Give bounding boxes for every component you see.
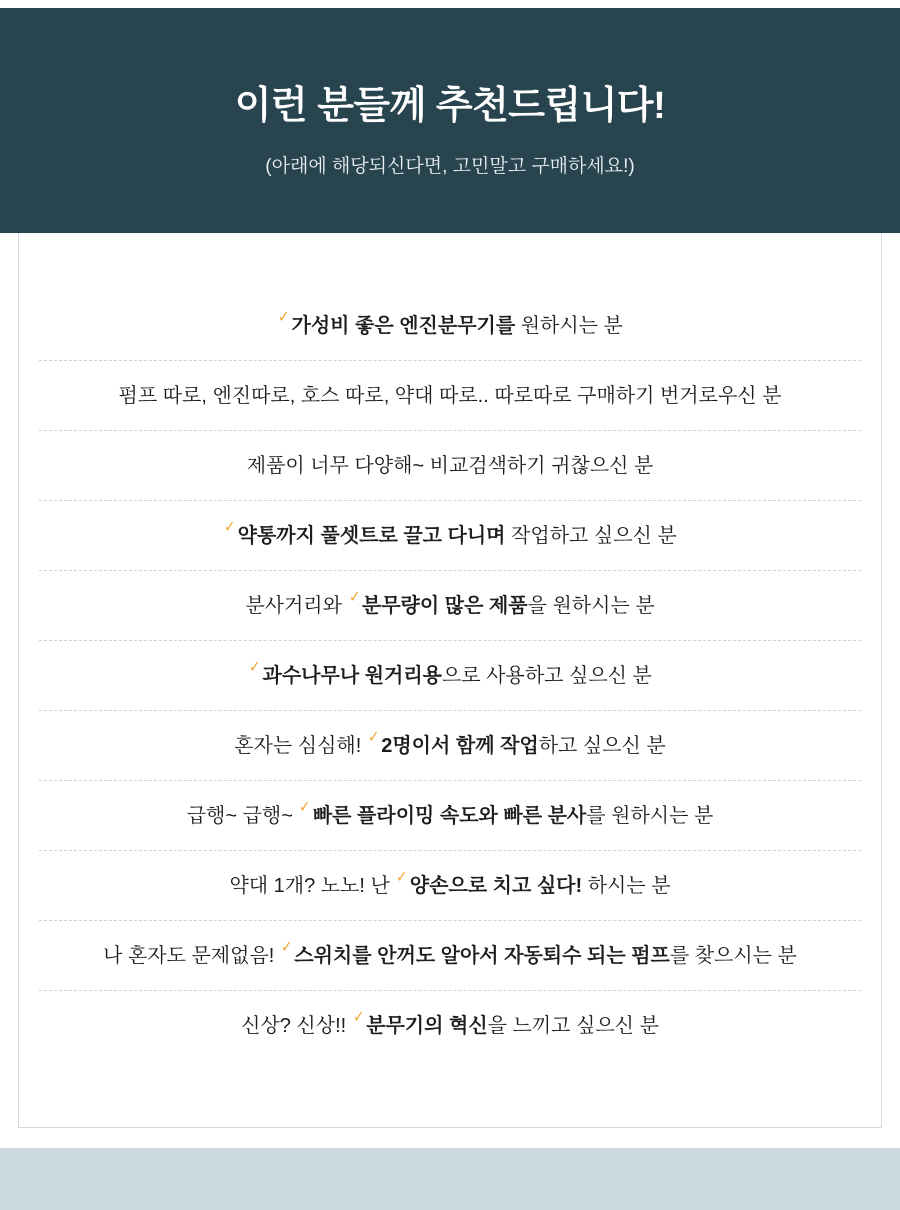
list-item-emphasis: 양손으로 치고 싶다! <box>409 874 583 897</box>
list-item <box>39 361 861 431</box>
list-item-plain: 제품이 너무 다양해~ 비교검색하기 귀찮으신 분 <box>246 454 654 477</box>
list-item <box>39 781 861 851</box>
list-item-plain: 혼자는 심심해! <box>234 734 367 757</box>
check-icon: ✓ <box>278 308 290 326</box>
page-subtitle: (아래에 해당되신다면, 고민말고 구매하세요!) <box>265 155 635 177</box>
page-title: 이런 분들께 추천드립니다! <box>234 84 666 127</box>
check-icon: ✓ <box>396 868 408 886</box>
check-icon: ✓ <box>224 518 236 536</box>
list-item-plain: 펌프 따로, 엔진따로, 호스 따로, 약대 따로.. 따로따로 구매하기 번거로우신 분 <box>118 384 782 407</box>
list-item-text <box>223 518 677 550</box>
list-item-plain: 분사거리와 <box>245 594 348 617</box>
list-item-emphasis: 스위치를 안꺼도 알아서 자동퇴수 되는 펌프 <box>294 944 670 967</box>
check-icon: ✓ <box>280 938 293 956</box>
list-item-emphasis: 과수나무나 원거리용 <box>262 664 442 687</box>
list-item-emphasis: 빠른 플라이밍 속도와 빠른 분사 <box>312 804 587 827</box>
list-item <box>39 501 861 571</box>
list-item-emphasis: 약통까지 풀셋트로 끌고 다니며 <box>237 524 506 547</box>
list-item-plain: 원하시는 분 <box>515 314 623 337</box>
check-icon: ✓ <box>367 728 380 746</box>
check-icon: ✓ <box>249 658 261 676</box>
recommendation-card <box>18 233 882 1128</box>
recommendation-list <box>39 291 861 1061</box>
list-item-text <box>245 588 655 620</box>
check-icon: ✓ <box>348 588 360 606</box>
list-item-text <box>277 308 623 340</box>
list-item-plain: 약대 1개? 노노! 난 <box>229 874 396 897</box>
list-item <box>39 641 861 711</box>
check-icon: ✓ <box>299 798 311 816</box>
list-item-plain: 을 원하시는 분 <box>527 594 655 617</box>
list-item <box>39 711 861 781</box>
list-item-plain: 신상? 신상!! <box>241 1015 352 1037</box>
list-item-plain: 를 찾으시는 분 <box>669 944 797 967</box>
list-item-emphasis: 2명이서 함께 작업 <box>381 734 539 757</box>
list-item-emphasis: 분무기의 혁신 <box>366 1015 488 1037</box>
top-strip <box>0 0 900 8</box>
list-item-text <box>186 798 714 830</box>
list-item-text <box>103 938 797 970</box>
list-item-plain: 하고 싶으신 분 <box>538 734 666 757</box>
list-item <box>39 431 861 501</box>
page-header <box>0 8 900 233</box>
body-area <box>0 233 900 1148</box>
list-item-plain: 를 원하시는 분 <box>586 804 714 827</box>
list-item-plain: 작업하고 싶으신 분 <box>505 524 677 547</box>
list-item-plain: 을 느끼고 싶으신 분 <box>487 1015 659 1037</box>
list-item-text <box>247 452 654 480</box>
list-item-text <box>241 1009 659 1040</box>
list-item-text <box>119 382 782 410</box>
list-item <box>39 921 861 991</box>
list-item-text <box>234 728 666 760</box>
check-icon: ✓ <box>352 1009 365 1026</box>
list-item-emphasis: 분무량이 많은 제품 <box>361 594 528 617</box>
list-item-emphasis: 가성비 좋은 엔진분무기를 <box>291 314 516 337</box>
list-item <box>39 291 861 361</box>
list-item-plain: 하시는 분 <box>582 874 671 897</box>
list-item-text <box>248 658 652 690</box>
list-item <box>39 851 861 921</box>
footer-band <box>0 1148 900 1210</box>
list-item-text <box>229 868 671 900</box>
list-item-plain: 급행~ 급행~ <box>186 804 299 827</box>
list-item <box>39 991 861 1061</box>
list-item <box>39 571 861 641</box>
list-item-plain: 나 혼자도 문제없음! <box>103 944 280 967</box>
list-item-plain: 으로 사용하고 싶으신 분 <box>441 664 652 687</box>
